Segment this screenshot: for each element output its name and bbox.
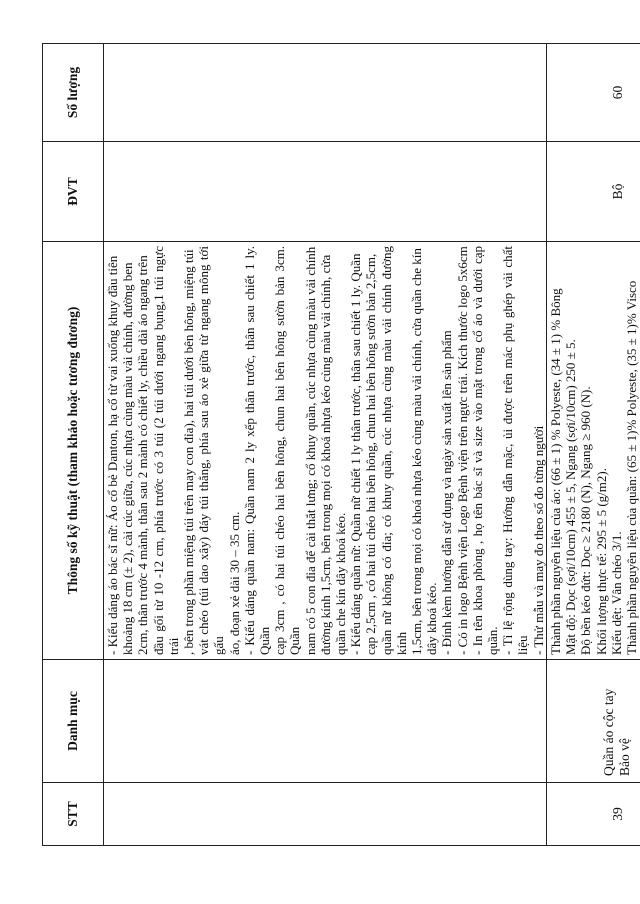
spec-line: - Đính kèm hướng dẫn sử dụng và ngày sản xuất lên sản phẩm: [439, 330, 455, 655]
spec-line: - Kiểu dáng quần nữ: Quần nữ chiết 1 ly thân trước, thân sau chiết 1 ly. Quần: [348, 253, 364, 655]
cell-unit-empty: [104, 142, 547, 242]
spec-line: nam có 5 con đỉa để cài thắt lưng; cổ khuy quần, cúc nhựa cùng màu vải chính: [302, 246, 318, 655]
cell-stt: 39: [546, 783, 640, 846]
spec-line: Khối lượng thực tế: 295 ± 5 (g/m2).: [593, 468, 609, 655]
spec-line: đường kính 1,5cm, bên trong mọi có khoá nhựa kéo cùng màu vải chính, cửa: [317, 254, 333, 655]
spec-line: Mật độ: Dọc (sợi/10cm) 455 ± 5, Ngang (sợi/10cm) 250 ± 5.: [563, 339, 579, 655]
spec-table: [42, 43, 640, 846]
header-danh-muc: Danh mục: [43, 660, 104, 783]
header-dvt: ĐVT: [43, 142, 104, 242]
spec-line: Thành phần nguyên liệu của áo: (66 ± 1) % Polyeste, (34 ± 1) % Bông: [547, 288, 563, 655]
table-header-row: [43, 44, 104, 846]
spec-line: - Tỉ lệ rộng dùng tay: Hướng dẫn mặc, ủi được trên mác phụ ghép vải chất liệu: [500, 246, 531, 655]
cell-unit: Bộ: [546, 142, 640, 242]
spec-line: - In tên khoa phòng , họ tên bác sĩ và size vào mặt trong cổ áo và dưới cạp quần.: [469, 246, 501, 655]
category-line-1: Quần áo cộc tay: [601, 688, 617, 776]
spec-line: quần nữ không có đỉa; có khuy quần, cúc nhựa cùng màu vải chính đường kính: [378, 246, 409, 655]
header-thong-so: Thông số kỹ thuật (tham khảo hoặc tương đương): [43, 242, 104, 660]
spec-line: , bên trong phần miệng túi trên may con đỉa), hai túi dưới bên hông, miệng túi: [181, 249, 197, 655]
spec-line: dây khoá kéo.: [424, 582, 440, 655]
cell-category: [546, 660, 640, 783]
table-row-39: [546, 44, 640, 846]
cell-qty-empty: [104, 44, 547, 142]
cell-category-empty: [104, 660, 547, 783]
spec-line: cạp 3cm , có hai túi chéo hai bên hông, chun hai bên hông sườn bản 3cm. Quần: [272, 246, 303, 655]
spec-line: đầu gối từ 10 -12 cm, phía trước có 3 túi (2 túi dưới ngang bụng,1 túi ngực trái: [150, 246, 181, 655]
table-row-continued: [104, 44, 547, 846]
spec-line: quần che kín dây khoá kéo.: [333, 512, 349, 655]
spec-line: - Thử mẫu và may đo theo số đo từng người: [530, 425, 546, 655]
spec-line: áo, đoạn xẻ dài 30 – 35 cm.: [226, 511, 242, 655]
spec-line: 2cm, thân trước 4 mảnh, thân sau 2 mảnh có chiết ly, chiều dài áo ngang trên: [135, 255, 151, 655]
spec-line: - Kiểu dáng quần nam: Quần nam 2 ly xếp thân trước, thân sau chiết 1 ly. Quần: [241, 246, 273, 655]
header-stt: STT: [43, 783, 104, 846]
cell-stt-empty: [104, 783, 547, 846]
header-so-luong: Số lượng: [43, 44, 104, 142]
spec-line: khoảng 18 cm (± 2), cài cúc giữa, cúc nhựa cùng màu vải chính, đường ben: [120, 262, 136, 655]
cell-quantity: 60: [546, 44, 640, 142]
spec-line: - Có in logo Bệnh viện Logo Bệnh viện trên ngực trái. Kích thước logo 5x6cm: [454, 246, 470, 655]
category-line-2: Bảo vệ: [617, 738, 633, 776]
spec-line: 1,5cm, bên trong mọi có khoá nhựa kéo cùng màu vải chính, cửa quần che kín: [409, 248, 425, 655]
cell-spec-continued: [104, 242, 547, 660]
cell-spec: [546, 242, 640, 660]
spec-line: - Kiểu dáng áo bác sĩ nữ: Áo cổ bẻ Danton, hạ cổ từ vai xuống khuy đầu tiên: [105, 255, 120, 655]
spec-line: Độ bền kéo đứt: Dọc ≥ 2180 (N), Ngang ≥ 960 (N).: [578, 386, 594, 655]
spec-line: cạp 2,5cm , có hai túi chéo hai bên hông, chun hai bên hông sườn bản 2,5cm,: [363, 253, 379, 655]
spec-line: vát chéo (túi dao xây) đáy túi thẳng, phía sau áo xẻ giữa từ ngang mông tới gấu: [196, 246, 227, 655]
spec-line: Kiểu dệt: Vân chéo 3/1.: [608, 531, 624, 655]
spec-line: Thành phần nguyên liệu của quần: (65 ± 1)% Polyeste, (35 ± 1)% Visco: [623, 280, 639, 655]
